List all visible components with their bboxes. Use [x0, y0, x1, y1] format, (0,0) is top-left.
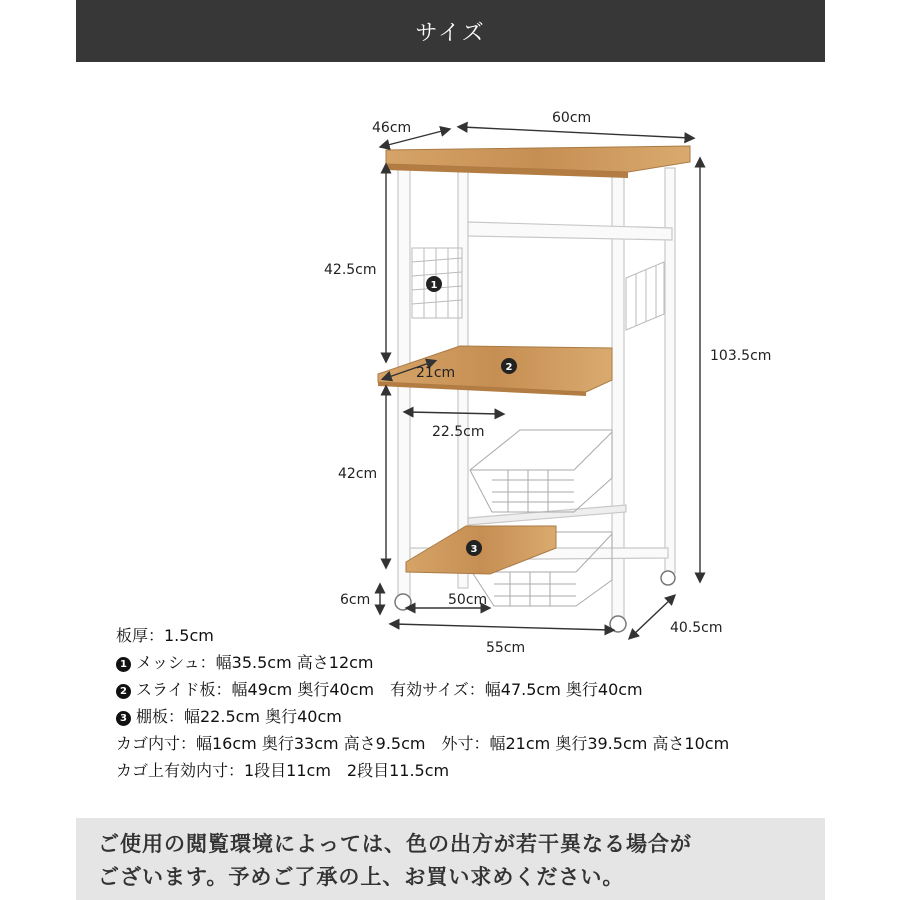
dim-slide-pull: 22.5cm	[432, 424, 485, 440]
notice-line-2: ございます。予めご了承の上、お買い求めください。	[98, 865, 625, 889]
spec-mesh: 1 メッシュ：幅35.5cm 高さ12cm	[116, 649, 729, 676]
dim-depth-top: 46cm	[372, 120, 412, 136]
dim-inner-width: 50cm	[448, 592, 488, 608]
svg-text:1: 1	[430, 280, 438, 291]
marker-3	[466, 540, 482, 556]
marker-1-icon: 1	[116, 657, 131, 672]
spec-slide-board: 2 スライド板：幅49cm 奥行40cm 有効サイズ：幅47.5cm 奥行40cm	[116, 676, 729, 703]
dim-bottom-depth: 40.5cm	[670, 620, 723, 636]
spec-basket-size: カゴ内寸：幅16cm 奥行33cm 高さ9.5cm 外寸：幅21cm 奥行39.5cm 高さ10cm	[116, 734, 730, 753]
dim-upper-height: 42.5cm	[324, 262, 377, 278]
marker-2	[501, 358, 517, 374]
dim-bottom-width: 55cm	[486, 640, 526, 656]
notice-line-1: ご使用の閲覧環境によっては、色の出方が若干異なる場合が	[98, 832, 692, 856]
wire-basket-upper	[470, 430, 612, 512]
svg-text:3: 3	[470, 544, 478, 555]
svg-text:2: 2	[505, 362, 513, 373]
marker-1	[426, 276, 442, 292]
page-header	[76, 0, 825, 62]
marker-3-icon: 3	[116, 711, 131, 726]
spec-thickness: 板厚：1.5cm	[116, 626, 214, 645]
dim-caster-height: 6cm	[340, 592, 371, 608]
spec-list	[116, 622, 729, 784]
marker-2-icon: 2	[116, 684, 131, 699]
dim-middle-height: 42cm	[338, 466, 378, 482]
dim-total-height: 103.5cm	[710, 348, 772, 364]
mesh-panel	[412, 248, 664, 330]
dim-slide-depth: 21cm	[416, 365, 456, 381]
header-title: サイズ	[415, 20, 486, 46]
spec-basket-clearance: カゴ上有効内寸：1段目11cm 2段目11.5cm	[116, 761, 450, 780]
spec-shelf-board: 3 棚板：幅22.5cm 奥行40cm	[116, 703, 729, 730]
color-notice	[76, 818, 825, 900]
dim-width-top: 60cm	[552, 110, 592, 126]
